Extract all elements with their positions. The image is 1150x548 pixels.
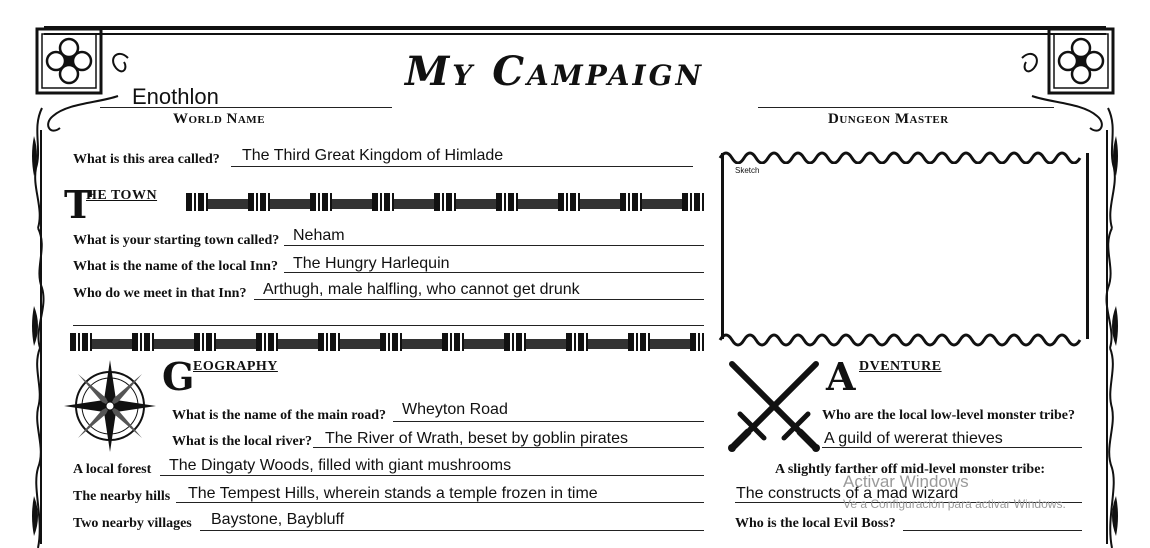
sketch-wave-top [718, 146, 1090, 164]
town-question-2: What is the name of the local Inn? [73, 259, 278, 274]
geo-answer-road[interactable]: Wheyton Road [402, 401, 508, 418]
geography-dropcap: G [162, 354, 195, 399]
town-dropcap: T [64, 182, 93, 227]
geo-answer-villages-line [200, 530, 704, 531]
adv-question-mid: A slightly farther off mid-level monster tribe: [775, 462, 1046, 477]
geo-question-forest: A local forest [73, 462, 152, 477]
town-answer-1[interactable]: Neham [293, 227, 345, 244]
activation-watermark-subtitle: Ve a Configuración para activar Windows. [843, 497, 1066, 511]
castle-band-bottom-fill [70, 339, 704, 349]
adv-question-boss: Who is the local Evil Boss? [735, 516, 896, 531]
town-extra-line [73, 325, 704, 326]
compass-rose-icon [62, 358, 158, 454]
town-title: HE TOWN [86, 188, 158, 203]
campaign-title: My Campaign [405, 48, 705, 95]
town-question-1: What is your starting town called? [73, 233, 280, 248]
town-question-3: Who do we meet in that Inn? [73, 286, 247, 301]
area-question: What is this area called? [73, 152, 220, 167]
adventure-title: DVENTURE [859, 359, 942, 374]
top-border [44, 26, 1106, 30]
adv-question-low: Who are the local low-level monster tribe? [822, 408, 1075, 423]
adv-answer-boss-line [903, 530, 1082, 531]
world-name-label: World Name [173, 111, 266, 127]
adv-answer-mid[interactable]: The constructs of a mad wizard [736, 485, 959, 502]
crossed-swords-icon [726, 360, 822, 454]
sketch-wave-bottom [718, 332, 1090, 350]
activation-watermark-title: Activar Windows [843, 472, 969, 491]
geo-answer-forest[interactable]: The Dingaty Woods, filled with giant mushrooms [169, 457, 512, 474]
geography-title: EOGRAPHY [193, 359, 278, 374]
town-answer-3[interactable]: Arthugh, male halfling, who cannot get drunk [263, 281, 580, 298]
dungeon-master-line [758, 107, 1054, 108]
town-answer-1-line [284, 245, 704, 246]
town-answer-2[interactable]: The Hungry Harlequin [293, 255, 450, 272]
geo-answer-villages[interactable]: Baystone, Baybluff [211, 511, 345, 528]
world-name-field[interactable]: Enothlon [132, 84, 219, 109]
area-answer[interactable]: The Third Great Kingdom of Himlade [242, 147, 504, 164]
sketch-label: Sketch [735, 166, 760, 175]
adventure-dropcap: A [826, 354, 856, 399]
adv-answer-low[interactable]: A guild of wererat thieves [824, 430, 1003, 447]
geo-answer-river[interactable]: The River of Wrath, beset by goblin pirates [325, 430, 628, 447]
geo-question-hills: The nearby hills [73, 489, 171, 504]
geo-answer-forest-line [160, 475, 704, 476]
castle-band-top-fill [186, 199, 704, 209]
geo-answer-road-line [393, 421, 704, 422]
town-answer-3-line [254, 299, 704, 300]
geo-question-villages: Two nearby villages [73, 516, 192, 531]
top-border-thin [44, 33, 1106, 35]
area-answer-line [231, 166, 693, 167]
geo-question-road: What is the name of the main road? [172, 408, 387, 423]
geo-answer-hills[interactable]: The Tempest Hills, wherein stands a temple frozen in time [188, 485, 598, 502]
geo-question-river: What is the local river? [172, 434, 312, 449]
dungeon-master-label: Dungeon Master [828, 111, 949, 127]
sketch-box[interactable] [721, 153, 1089, 339]
world-name-line [100, 107, 392, 108]
